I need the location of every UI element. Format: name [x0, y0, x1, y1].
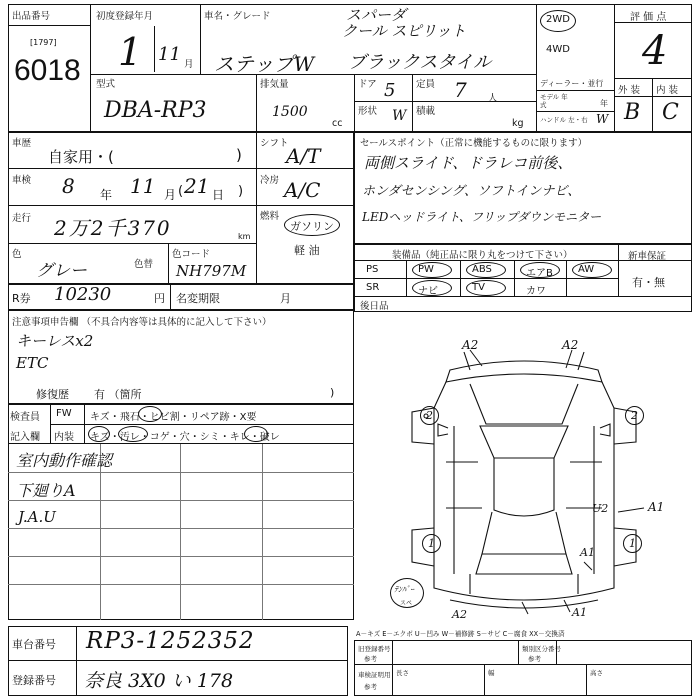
hood	[470, 384, 578, 424]
cert-label1: 車検証明用	[358, 671, 391, 679]
fuel-value: ガソリン	[290, 220, 334, 233]
comment-line3: J.A.U	[18, 508, 56, 526]
windshield	[480, 426, 568, 458]
dealer-label: ディーラー・並行	[540, 79, 604, 88]
exterior-grade: B	[624, 100, 641, 125]
prev-label1: 旧登録番号	[358, 645, 391, 653]
shape-label: 形状	[358, 106, 378, 117]
km-unit: km	[238, 232, 251, 241]
insp-paren-open: (	[178, 184, 184, 199]
cert-label2: 参考	[364, 683, 377, 691]
int-yogore-circle	[118, 426, 148, 442]
repair-value: 有 （箇所	[94, 388, 142, 401]
mark-a1-right-bottom: A1	[580, 546, 595, 559]
first-reg-label: 初度登録年月	[96, 11, 154, 22]
interior-inspect-label: 内装	[54, 432, 74, 443]
equipment-item: ナビ	[418, 286, 438, 297]
length-label: 長さ	[396, 669, 409, 677]
chassis-label: 車台番号	[12, 638, 56, 651]
sales-label: セールスポイント（正常に機能するものに限ります）	[360, 138, 588, 149]
displacement-value: 1500	[272, 104, 308, 120]
doors-value: 5	[384, 80, 396, 101]
grade-line3: ブラックスタイル	[348, 52, 492, 73]
model-label: 型式	[96, 79, 116, 90]
score-value: 4	[642, 28, 668, 74]
comment-line1: 室内動作確認	[16, 451, 113, 470]
equipment-item: PW	[418, 264, 434, 275]
fw-hisekai-circle	[138, 406, 162, 422]
mark-c2-right: 2	[625, 406, 644, 425]
mark-u2-right: U2	[592, 502, 609, 515]
score-label: 評 価 点	[630, 12, 667, 23]
equipment-item: ABS	[472, 264, 492, 275]
mark-c2-left: 2	[420, 406, 439, 425]
damage-legend: A－キズ E－エクボ U－凹み W－補修跡 S－サビ C－腐食 XX－交換済	[356, 630, 565, 638]
insp-paren-close: )	[238, 184, 244, 199]
recycle-yen: 円	[154, 292, 165, 305]
color-change-label: 色替	[134, 259, 154, 270]
mark-c1-left: 1	[422, 534, 441, 553]
rear-window	[482, 512, 566, 554]
spare-sub: スペ	[400, 600, 413, 607]
chassis-value: RP3-1252352	[86, 628, 255, 654]
equipment-item: TV	[472, 282, 485, 293]
equipment-circle	[466, 262, 506, 278]
fuel-diesel: 軽 油	[294, 244, 320, 257]
inspection-label: 車検	[12, 175, 32, 186]
interior-items: キズ・汚レ・コゲ・穴・シミ・キレ・破レ	[90, 432, 280, 443]
shape-value: W	[392, 108, 407, 124]
grade-line1: スパーダ	[346, 6, 407, 24]
reg-label: 登録番号	[12, 674, 56, 687]
name-change-label: 名変期限	[176, 292, 220, 305]
capacity-unit: 人	[488, 93, 498, 104]
lot-bracket: [1797]	[30, 38, 57, 47]
ac-value: A/C	[284, 178, 321, 202]
comment-line2: 下廻りA	[16, 481, 76, 500]
fw-items: キズ・飛石・ヒビ割・リペア跡・X要	[90, 412, 257, 423]
interior-grade: C	[662, 100, 679, 125]
color-value: グレー	[36, 261, 87, 281]
displacement-label: 排気量	[260, 79, 289, 90]
fw-label: FW	[56, 408, 72, 419]
use-type: 自家用・(	[48, 148, 114, 166]
insp-month-unit: 月	[164, 188, 177, 202]
first-reg-month: 11	[158, 44, 181, 65]
fuel-label: 燃料	[260, 211, 280, 222]
model-value: DBA-RP3	[104, 98, 207, 123]
grade-line2: クール スピリット	[342, 22, 466, 40]
new-car-label: 新車保証	[628, 251, 667, 262]
insp-year-unit: 年	[100, 188, 113, 202]
inspector-label1: 検査員	[10, 412, 40, 423]
equipment-circle	[412, 262, 452, 278]
height-label: 高さ	[590, 669, 603, 677]
notes-label: 注意事項申告欄 （不具合内容等は具体的に記入して下さい）	[12, 317, 272, 328]
recycle-label: R券	[12, 292, 31, 305]
inspector-label2: 記入欄	[10, 432, 40, 443]
capacity-label: 定員	[416, 79, 436, 90]
insp-day: 21	[184, 174, 210, 198]
repair-label: 修復歴	[36, 388, 69, 401]
new-car-value: 有・無	[632, 276, 665, 289]
equipment-item: AW	[578, 264, 595, 275]
drive-4wd: 4WD	[546, 44, 570, 55]
insp-year: 8	[62, 174, 75, 198]
insp-month: 11	[130, 174, 156, 198]
equipment-item: カワ	[526, 286, 546, 297]
car-name-value: ステップW	[214, 52, 315, 76]
color-label: 色	[12, 249, 22, 260]
owner-label: 後日品	[360, 301, 389, 312]
handle-label: ハンドル 左・右	[540, 116, 588, 124]
fuel-gasoline-circle	[284, 214, 340, 236]
int-kizu-circle	[88, 426, 110, 442]
doors-label: ドア	[358, 79, 377, 90]
mark-a2-bottom: A2	[452, 608, 467, 621]
int-shimi-circle	[244, 426, 268, 442]
lot-number: 6018	[14, 54, 81, 87]
repair-close: )	[330, 386, 335, 399]
car-body-outline	[434, 382, 614, 600]
equipment-circle	[466, 280, 506, 296]
roof	[494, 458, 554, 516]
width-label: 幅	[488, 669, 495, 677]
year-unit: 年	[600, 99, 608, 108]
sales-line2: ホンダセンシング、ソフトインナビ、	[362, 184, 581, 199]
recycle-value: 10230	[54, 284, 112, 305]
notes-line1: キーレスx2	[16, 332, 94, 350]
sales-line3: LEDヘッドライト、フリップダウンモニター	[362, 210, 602, 224]
equipment-circle	[572, 262, 612, 278]
class-label2: 参考	[528, 655, 541, 663]
color-code-label: 色コード	[172, 249, 211, 260]
use-type-close: )	[236, 146, 242, 164]
prev-label2: 参考	[364, 655, 377, 663]
spare-text: ﾃﾝﾊﾟｰ	[394, 585, 414, 594]
history-label: 車歴	[12, 138, 32, 149]
color-code-value: NH797M	[176, 262, 247, 280]
equipment-circle	[412, 280, 452, 296]
mark-a2-top-right: A2	[562, 338, 579, 352]
notes-line2: ETC	[16, 354, 49, 372]
shift-value: A/T	[286, 144, 321, 168]
sales-line1: 両側スライド、ドラレコ前後、	[364, 154, 573, 172]
front-bumper	[446, 361, 602, 382]
interior-label: 内 装	[656, 85, 679, 96]
equipment-item: SR	[366, 282, 380, 293]
exterior-label: 外 装	[618, 85, 641, 96]
equipment-label: 装備品（純正品に限り丸をつけて下さい）	[392, 250, 573, 261]
ac-label: 冷房	[260, 175, 280, 186]
handle-value: W	[596, 112, 609, 126]
first-reg-year: 1	[118, 30, 143, 74]
drive-2wd: 2WD	[546, 14, 570, 25]
load-label: 積載	[416, 106, 436, 117]
equipment-item: PS	[366, 264, 379, 275]
mark-a1-bottom: A1	[572, 606, 587, 619]
lot-label: 出品番号	[12, 11, 51, 22]
equipment-item: エアB	[526, 268, 553, 279]
load-unit: kg	[512, 118, 524, 129]
capacity-value: 7	[454, 78, 467, 102]
mark-a2-top-left: A2	[462, 338, 479, 352]
shift-label: シフト	[260, 138, 289, 149]
mark-c1-right: 1	[623, 534, 642, 553]
equipment-circle	[520, 262, 560, 278]
mileage-value: 2万2千370	[54, 216, 172, 240]
class-label1: 類別区分番号	[522, 645, 561, 653]
first-reg-month-unit: 月	[184, 59, 194, 70]
reg-value: 奈良 3X0 い 178	[84, 670, 234, 692]
car-name-label: 車名・グレード	[204, 11, 271, 22]
mileage-label: 走行	[12, 213, 32, 224]
cc-unit: cc	[332, 118, 343, 129]
mark-a1-right-top: A1	[648, 500, 665, 514]
model-year-label: モデル 年式	[540, 93, 568, 109]
insp-day-unit: 日	[212, 188, 225, 202]
name-change-month: 月	[280, 292, 291, 305]
